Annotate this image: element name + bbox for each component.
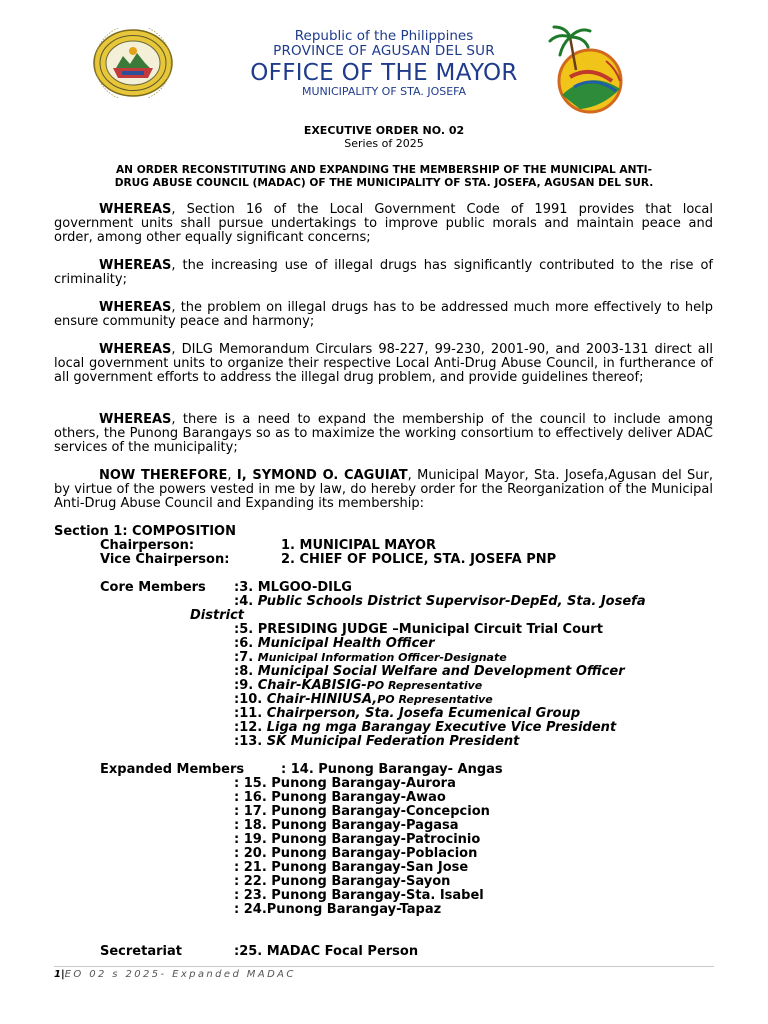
member-number: :12. [234, 720, 267, 735]
member-subtitle: PO Representative [366, 679, 483, 692]
member-title: Chair-HINIUSA, [266, 692, 378, 707]
footer-separator: | [60, 969, 65, 980]
whereas-lead: WHEREAS [99, 258, 172, 273]
member-number: :9. [234, 678, 258, 693]
core-member-3 [234, 581, 352, 595]
order-heading-line-2: DRUG ABUSE COUNCIL (MADAC) OF THE MUNICIPALITY OF STA. JOSEFA, AGUSAN DEL SUR. [114, 177, 654, 189]
signer-name: I, SYMOND O. CAGUIAT [236, 468, 408, 483]
whereas-paragraph-5 [54, 413, 713, 455]
expanded-members-label: Expanded Members [100, 762, 245, 777]
member-title: MLGOO-DILG [257, 580, 352, 595]
now-therefore-lead: NOW THEREFORE [99, 468, 228, 483]
header-republic: Republic of the Philippines [294, 28, 474, 44]
page-footer [54, 969, 296, 980]
whereas-paragraph-4 [54, 343, 713, 385]
header-municipality: MUNICIPALITY OF STA. JOSEFA [301, 85, 467, 98]
member-title: PRESIDING JUDGE –Municipal Circuit Trial Court [257, 622, 603, 637]
core-member-8 [234, 665, 625, 679]
now-therefore-paragraph [54, 469, 713, 511]
member-title: SK Municipal Federation President [266, 734, 520, 749]
core-member-7 [234, 651, 507, 665]
separator: , [227, 468, 237, 483]
whereas-paragraph-2 [54, 259, 713, 287]
vice-chairperson-value: 2. CHIEF OF POLICE, STA. JOSEFA PNP [281, 552, 557, 567]
member-number: :11. [234, 706, 267, 721]
member-title: Municipal Social Welfare and Development Officer [257, 664, 625, 679]
secretariat-value: :25. MADAC Focal Person [234, 944, 419, 959]
member-number: :4. [234, 594, 258, 609]
core-member-4 [234, 595, 646, 609]
page-number: 1 [54, 969, 61, 980]
municipal-seal-logo [92, 28, 174, 98]
core-member-5 [234, 623, 603, 637]
member-title: Municipal Information Officer-Designate [257, 651, 507, 664]
order-heading-line-1: AN ORDER RECONSTITUTING AND EXPANDING THE MEMBERSHIP OF THE MUNICIPAL ANTI- [115, 164, 653, 176]
vice-chairperson-label: Vice Chairperson: [100, 552, 230, 567]
member-title: Municipal Health Officer [257, 636, 435, 651]
expanded-member-16: : 16. Punong Barangay-Awao [234, 790, 446, 805]
core-member-10 [234, 693, 493, 707]
executive-order-series: Series of 2025 [344, 137, 424, 150]
expanded-member-18: : 18. Punong Barangay-Pagasa [234, 818, 459, 833]
whereas-lead: WHEREAS [99, 202, 172, 217]
chairperson-value: 1. MUNICIPAL MAYOR [281, 538, 437, 553]
expanded-member-19: : 19. Punong Barangay-Patrocinio [234, 832, 481, 847]
member-title: Chair-KABISIG- [257, 678, 367, 693]
core-members-label: Core Members [100, 580, 206, 595]
now-therefore-text: , Municipal Mayor, Sta. Josefa,Agusan del Sur, by virtue of the powers vested in me by law, do hereby order for the Reorganization of the Municipal Anti-Drug Abuse Council and Expanding its membership: [54, 468, 714, 511]
core-member-12 [234, 721, 616, 735]
expanded-member-21: : 21. Punong Barangay-San Jose [234, 860, 469, 875]
expanded-member-24: : 24.Punong Barangay-Tapaz [234, 902, 442, 917]
header-office-title: OFFICE OF THE MAYOR [250, 60, 518, 86]
whereas-text: , DILG Memorandum Circulars 98-227, 99-230, 2001-90, and 2003-131 direct all local government units to organize their respective Local Anti-Drug Abuse Council, in furtherance of all government efforts to address the illegal drug problem, and provide guidelines thereof; [54, 342, 713, 385]
member-number: :6. [234, 636, 258, 651]
member-number: :8. [234, 664, 258, 679]
member-number: :7. [234, 650, 258, 665]
whereas-text: , there is a need to expand the membership of the council to include among others, the Punong Barangays so as to maximize the working consortium to effectively deliver ADAC services of the municipality; [54, 412, 713, 455]
core-member-6 [234, 637, 435, 651]
member-number: :5. [234, 622, 258, 637]
whereas-lead: WHEREAS [99, 412, 172, 427]
section-1-title: Section 1: COMPOSITION [54, 524, 236, 539]
whereas-text: , Section 16 of the Local Government Code of 1991 provides that local government units shall pursue undertakings to improve public morals and maintain peace and order, among other equally significant concerns; [54, 202, 713, 245]
footer-divider [54, 966, 714, 967]
whereas-text: , the problem on illegal drugs has to be addressed much more effectively to help ensure community peace and harmony; [54, 300, 713, 329]
expanded-member-15: : 15. Punong Barangay-Aurora [234, 776, 456, 791]
whereas-paragraph-1 [54, 203, 713, 245]
secretariat-label: Secretariat [100, 944, 182, 959]
member-title: Public Schools District Supervisor-DepEd, Sta. Josefa [257, 594, 646, 609]
expanded-member-17: : 17. Punong Barangay-Concepcion [234, 804, 490, 819]
member-number: :3. [234, 580, 258, 595]
core-member-9 [234, 679, 482, 693]
whereas-paragraph-3 [54, 301, 713, 329]
expanded-member-14: : 14. Punong Barangay- Angas [281, 762, 503, 777]
core-member-4-wrap: District [190, 608, 244, 623]
member-title: Liga ng mga Barangay Executive Vice President [266, 720, 617, 735]
member-number: :10. [234, 692, 267, 707]
member-number: :13. [234, 734, 267, 749]
expanded-member-23: : 23. Punong Barangay-Sta. Isabel [234, 888, 484, 903]
whereas-lead: WHEREAS [99, 300, 172, 315]
core-member-13 [234, 735, 519, 749]
whereas-lead: WHEREAS [99, 342, 172, 357]
executive-order-title: EXECUTIVE ORDER NO. 02 [303, 124, 465, 137]
member-subtitle: PO Representative [377, 693, 493, 706]
expanded-member-22: : 22. Punong Barangay-Sayon [234, 874, 451, 889]
chairperson-label: Chairperson: [100, 538, 195, 553]
core-member-11 [234, 707, 580, 721]
member-title: Chairperson, Sta. Josefa Ecumenical Group [266, 706, 581, 721]
header-province: PROVINCE OF AGUSAN DEL SUR [273, 43, 495, 59]
expanded-member-20: : 20. Punong Barangay-Poblacion [234, 846, 478, 861]
whereas-text: , the increasing use of illegal drugs has significantly contributed to the rise of criminality; [54, 258, 713, 287]
footer-text: EO 02 s 2025- Expanded MADAC [64, 969, 296, 980]
